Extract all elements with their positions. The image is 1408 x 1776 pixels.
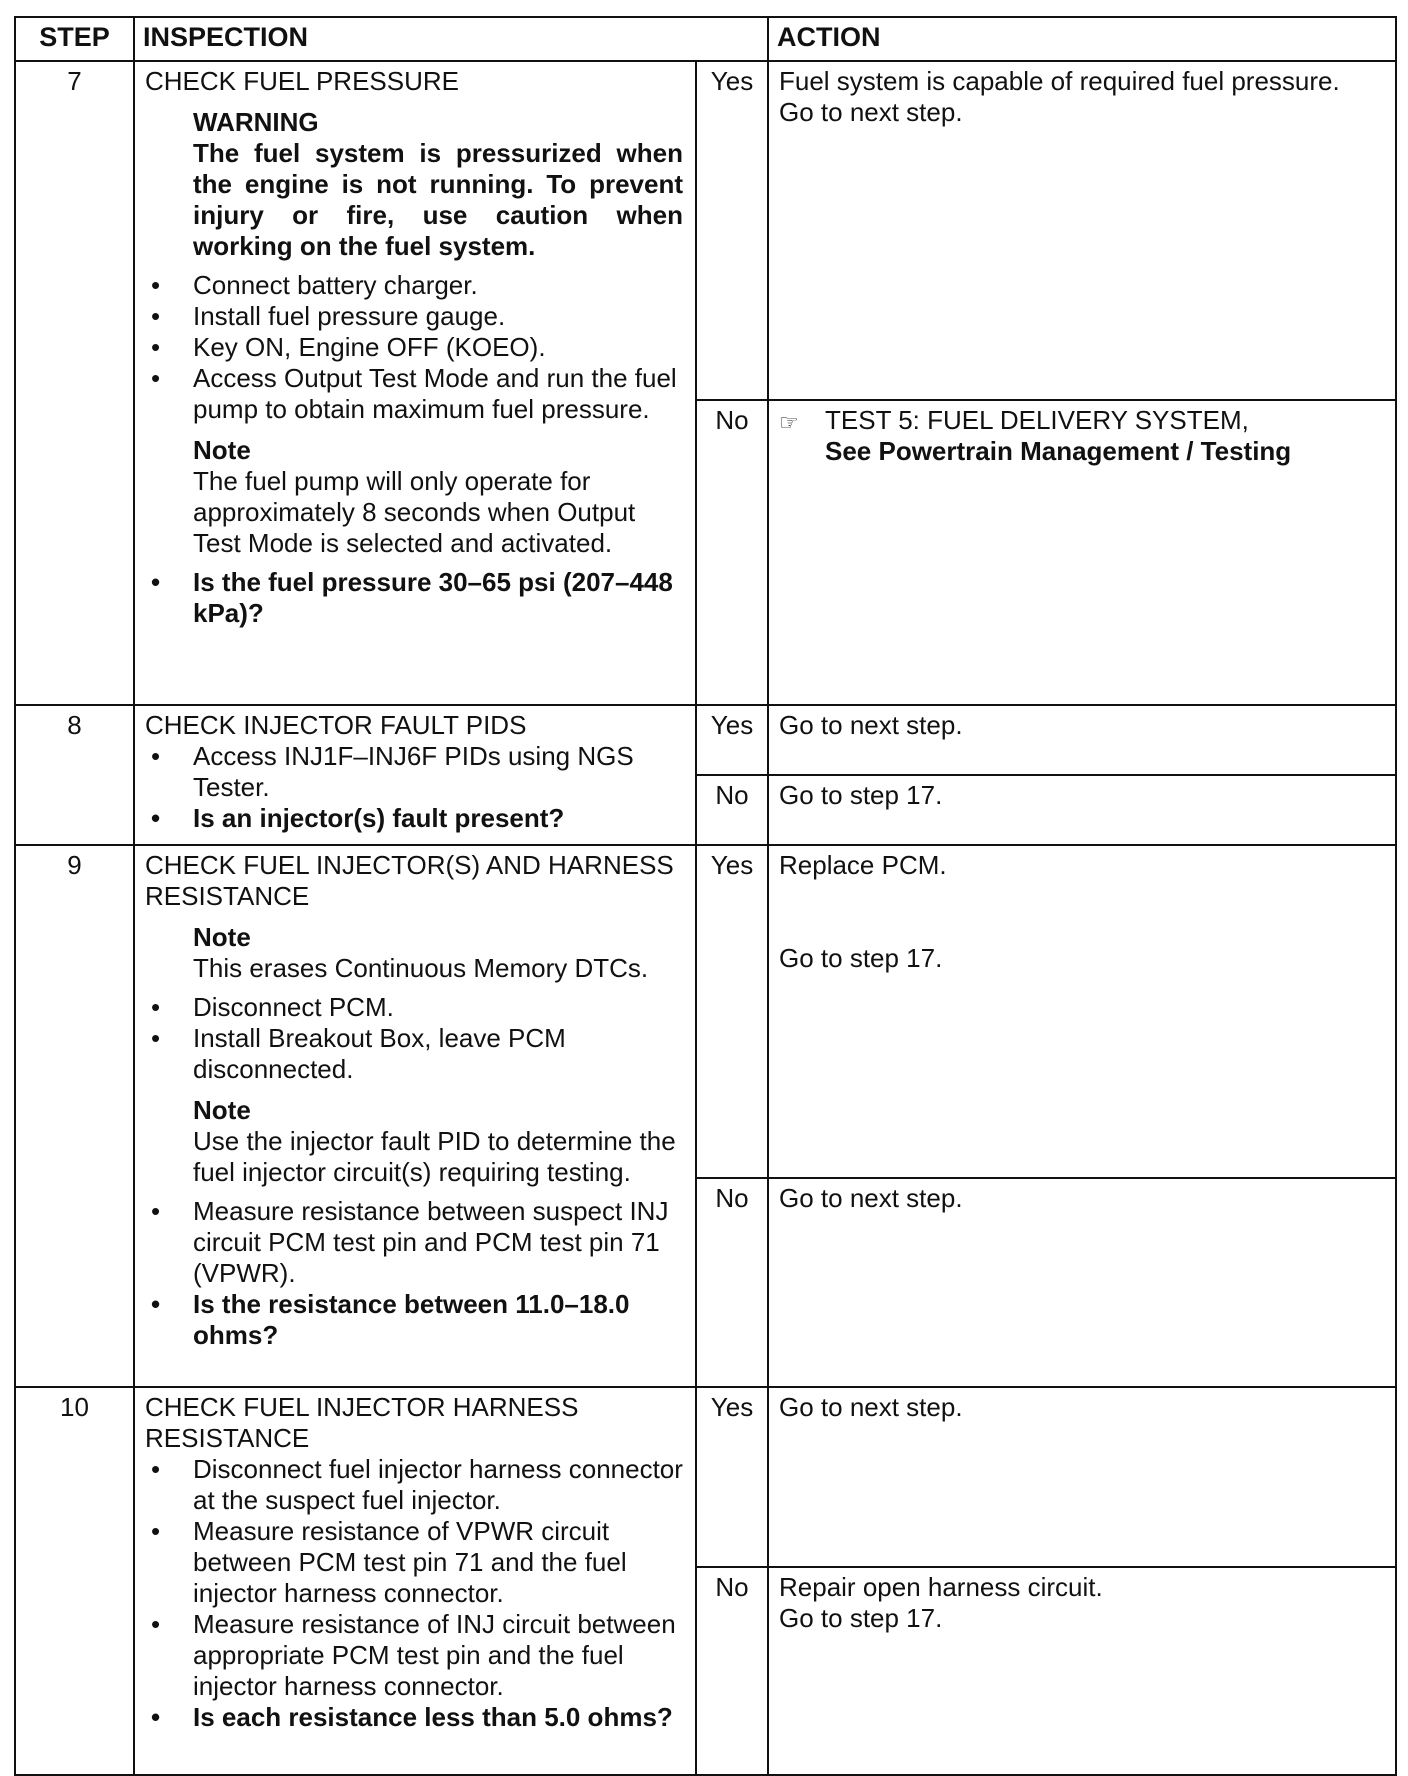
step-number: 9	[15, 845, 134, 1387]
list-item: • Measure resistance between suspect INJ circuit PCM test pin and PCM test pin 71 (VPWR).	[145, 1196, 683, 1289]
list-item: • Access INJ1F–INJ6F PIDs using NGS Tester.	[145, 741, 683, 803]
note-block	[145, 435, 683, 559]
header-row	[15, 17, 1396, 61]
list-item: • Install Breakout Box, leave PCM disconnected.	[145, 1023, 683, 1085]
no-label: No	[696, 775, 768, 845]
header-step: STEP	[15, 17, 134, 61]
step-title: CHECK FUEL INJECTOR HARNESS RESISTANCE	[145, 1392, 579, 1453]
yes-action: Fuel system is capable of required fuel pressure. Go to next step.	[768, 61, 1396, 400]
no-action: Go to step 17.	[768, 775, 1396, 845]
question: • Is the fuel pressure 30–65 psi (207–448 kPa)?	[145, 567, 683, 629]
yes-action: Replace PCM. Go to step 17.	[768, 845, 1396, 1178]
note-text: This erases Continuous Memory DTCs.	[193, 953, 649, 983]
yes-label: Yes	[696, 1387, 768, 1567]
note-text: The fuel pump will only operate for approximately 8 seconds when Output Test Mode is selected and activated.	[193, 466, 636, 558]
warning-block	[145, 107, 683, 262]
list-item: • Connect battery charger.	[145, 270, 683, 301]
note-label: Note	[193, 1095, 251, 1125]
bullet-list	[145, 1196, 683, 1351]
step-number: 7	[15, 61, 134, 705]
header-inspection: INSPECTION	[134, 17, 768, 61]
step-8-yes-row	[15, 705, 1396, 775]
list-item: • Measure resistance of VPWR circuit between PCM test pin 71 and the fuel injector harness connector.	[145, 1516, 683, 1609]
no-action: Repair open harness circuit. Go to step 17.	[768, 1567, 1396, 1775]
yes-label: Yes	[696, 845, 768, 1178]
step-title: CHECK FUEL PRESSURE	[145, 66, 459, 96]
diagnostic-table	[14, 16, 1397, 1776]
question-list	[145, 567, 683, 629]
list-item: • Key ON, Engine OFF (KOEO).	[145, 332, 683, 363]
no-action: Go to next step.	[768, 1178, 1396, 1387]
yes-label: Yes	[696, 61, 768, 400]
no-label: No	[696, 1567, 768, 1775]
bullet-list	[145, 1454, 683, 1733]
header-action: ACTION	[768, 17, 1396, 61]
bullet-list	[145, 741, 683, 834]
step-7-yes-row	[15, 61, 1396, 400]
question: • Is an injector(s) fault present?	[145, 803, 683, 834]
note-block	[145, 922, 683, 984]
step-9-yes-row	[15, 845, 1396, 1178]
question: • Is the resistance between 11.0–18.0 ohms?	[145, 1289, 683, 1351]
step-8-inspection	[134, 705, 696, 845]
no-action: ☞ TEST 5: FUEL DELIVERY SYSTEM, See Powertrain Management / Testing	[768, 400, 1396, 705]
list-item: • Install fuel pressure gauge.	[145, 301, 683, 332]
no-label: No	[696, 400, 768, 705]
bullet-list	[145, 992, 683, 1085]
step-9-inspection	[134, 845, 696, 1387]
reference-link: See Powertrain Management / Testing	[825, 436, 1292, 466]
list-item: • Disconnect fuel injector harness connector at the suspect fuel injector.	[145, 1454, 683, 1516]
step-number: 10	[15, 1387, 134, 1775]
step-title: CHECK FUEL INJECTOR(S) AND HARNESS RESISTANCE	[145, 850, 674, 911]
list-item: • Measure resistance of INJ circuit between appropriate PCM test pin and the fuel injector harness connector.	[145, 1609, 683, 1702]
bullet-list	[145, 270, 683, 425]
warning-text: The fuel system is pressurized when the engine is not running. To prevent injury or fire, use caution when working on the fuel system.	[193, 138, 683, 261]
yes-action: Go to next step.	[768, 1387, 1396, 1567]
step-7-inspection	[134, 61, 696, 705]
step-title: CHECK INJECTOR FAULT PIDS	[145, 710, 527, 740]
step-number: 8	[15, 705, 134, 845]
note-block	[145, 1095, 683, 1188]
list-item: • Access Output Test Mode and run the fuel pump to obtain maximum fuel pressure.	[145, 363, 683, 425]
note-text: Use the injector fault PID to determine the fuel injector circuit(s) requiring testing.	[193, 1126, 676, 1187]
no-label: No	[696, 1178, 768, 1387]
list-item: • Disconnect PCM.	[145, 992, 683, 1023]
note-label: Note	[193, 435, 251, 465]
step-10-yes-row	[15, 1387, 1396, 1567]
note-label: Note	[193, 922, 251, 952]
yes-action: Go to next step.	[768, 705, 1396, 775]
step-10-inspection	[134, 1387, 696, 1775]
question: • Is each resistance less than 5.0 ohms?	[145, 1702, 683, 1733]
pointing-hand-icon: ☞	[779, 410, 799, 435]
warning-label: WARNING	[193, 107, 319, 137]
yes-label: Yes	[696, 705, 768, 775]
